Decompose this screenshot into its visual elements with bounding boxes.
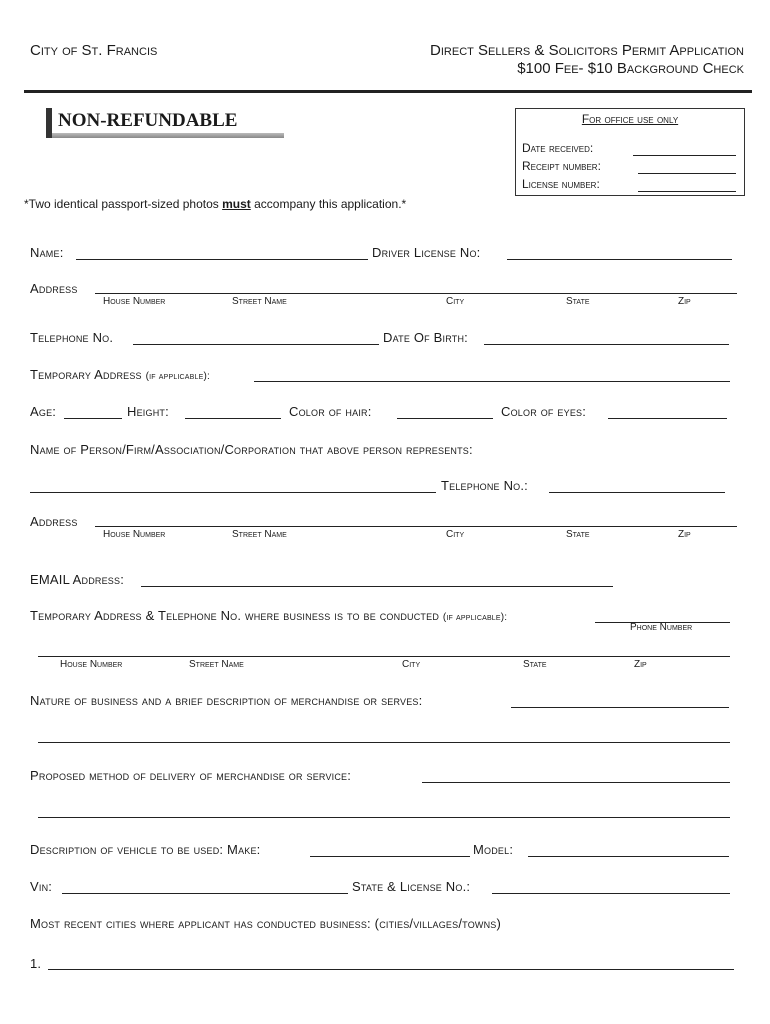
banner-label: NON-REFUNDABLE — [58, 110, 238, 131]
address-zip: Zip — [678, 296, 691, 307]
business-city: City — [402, 659, 421, 670]
date-received-field[interactable] — [633, 155, 736, 156]
rep-address-house-number: House Number — [103, 529, 166, 540]
phone-number-caption: Phone Number — [630, 622, 693, 633]
eyes-label: Color of eyes: — [501, 404, 587, 419]
banner-shadow — [52, 133, 284, 138]
driver-license-label: Driver License No: — [372, 245, 481, 260]
dob-label: Date Of Birth: — [383, 330, 468, 345]
vehicle-model-field[interactable] — [528, 856, 729, 857]
eyes-field[interactable] — [608, 418, 727, 419]
address-street-name: Street Name — [232, 296, 287, 307]
business-street-name: Street Name — [189, 659, 244, 670]
city-name: City of St. Francis — [30, 42, 158, 59]
business-house-number: House Number — [60, 659, 123, 670]
header-rule — [24, 90, 752, 93]
photo-note-text-end: accompany this application.* — [250, 197, 407, 211]
form-title-block — [430, 42, 744, 78]
address-state: State — [566, 296, 590, 307]
rep-address-field[interactable] — [95, 526, 737, 527]
nature-field[interactable] — [511, 707, 729, 708]
business-state: State — [523, 659, 547, 670]
office-use-box — [515, 108, 745, 196]
photo-note-emphasis: must — [222, 197, 251, 211]
driver-license-field[interactable] — [507, 259, 732, 260]
rep-address-city: City — [446, 529, 465, 540]
height-label: Height: — [127, 404, 169, 419]
vehicle-model-label: Model: — [473, 842, 514, 857]
rep-telephone-field[interactable] — [549, 492, 725, 493]
form-title: Direct Sellers & Solicitors Permit Application — [430, 42, 744, 59]
date-received-label: Date received: — [522, 141, 594, 155]
name-field[interactable] — [76, 259, 368, 260]
temp-address-field[interactable] — [254, 381, 730, 382]
receipt-number-label: Receipt number: — [522, 159, 601, 173]
vin-label: Vin: — [30, 879, 53, 894]
photo-note — [24, 197, 406, 211]
address-field[interactable] — [95, 293, 737, 294]
temp-address-label: Temporary Address (if applicable): — [30, 367, 211, 382]
hair-field[interactable] — [397, 418, 493, 419]
receipt-number-field[interactable] — [638, 173, 736, 174]
address-label: Address — [30, 281, 78, 296]
dob-field[interactable] — [484, 344, 729, 345]
telephone-label: Telephone No. — [30, 330, 114, 345]
hair-label: Color of hair: — [289, 404, 372, 419]
age-field[interactable] — [64, 418, 122, 419]
address-city: City — [446, 296, 465, 307]
address-house-number: House Number — [103, 296, 166, 307]
nature-label: Nature of business and a brief description of merchandise or serves: — [30, 693, 423, 708]
represents-field[interactable] — [30, 492, 436, 493]
rep-address-label: Address — [30, 514, 78, 529]
represents-label: Name of Person/Firm/Association/Corporation that above person represents: — [30, 442, 473, 457]
recent-city-1-label: 1. — [30, 956, 42, 971]
state-license-field[interactable] — [492, 893, 730, 894]
email-label: EMAIL Address: — [30, 572, 125, 587]
name-label: Name: — [30, 245, 64, 260]
age-label: Age: — [30, 404, 57, 419]
rep-address-street-name: Street Name — [232, 529, 287, 540]
delivery-field[interactable] — [422, 782, 730, 783]
vin-field[interactable] — [62, 893, 348, 894]
delivery-field-2[interactable] — [38, 817, 730, 818]
rep-telephone-label: Telephone No.: — [441, 478, 528, 493]
nature-field-2[interactable] — [38, 742, 730, 743]
recent-cities-label: Most recent cities where applicant has conducted business: (cities/villages/towns) — [30, 916, 502, 931]
vehicle-make-label: Description of vehicle to be used: Make: — [30, 842, 261, 857]
license-number-field[interactable] — [638, 191, 736, 192]
email-field[interactable] — [141, 586, 613, 587]
height-field[interactable] — [185, 418, 281, 419]
business-address-field[interactable] — [38, 656, 730, 657]
business-address-label: Temporary Address & Telephone No. where business is to be conducted (if applicable): — [30, 608, 508, 623]
recent-city-1-field[interactable] — [48, 969, 734, 970]
office-use-title: For office use only — [581, 112, 679, 126]
non-refundable-banner — [46, 108, 284, 138]
license-number-label: License number: — [522, 177, 600, 191]
business-zip: Zip — [634, 659, 647, 670]
fee-line: $100 Fee- $10 Background Check — [517, 60, 744, 77]
telephone-field[interactable] — [133, 344, 379, 345]
state-license-label: State & License No.: — [352, 879, 471, 894]
delivery-label: Proposed method of delivery of merchandise or service: — [30, 768, 352, 783]
rep-address-state: State — [566, 529, 590, 540]
photo-note-text: *Two identical passport-sized photos — [24, 197, 223, 211]
vehicle-make-field[interactable] — [310, 856, 470, 857]
rep-address-zip: Zip — [678, 529, 691, 540]
